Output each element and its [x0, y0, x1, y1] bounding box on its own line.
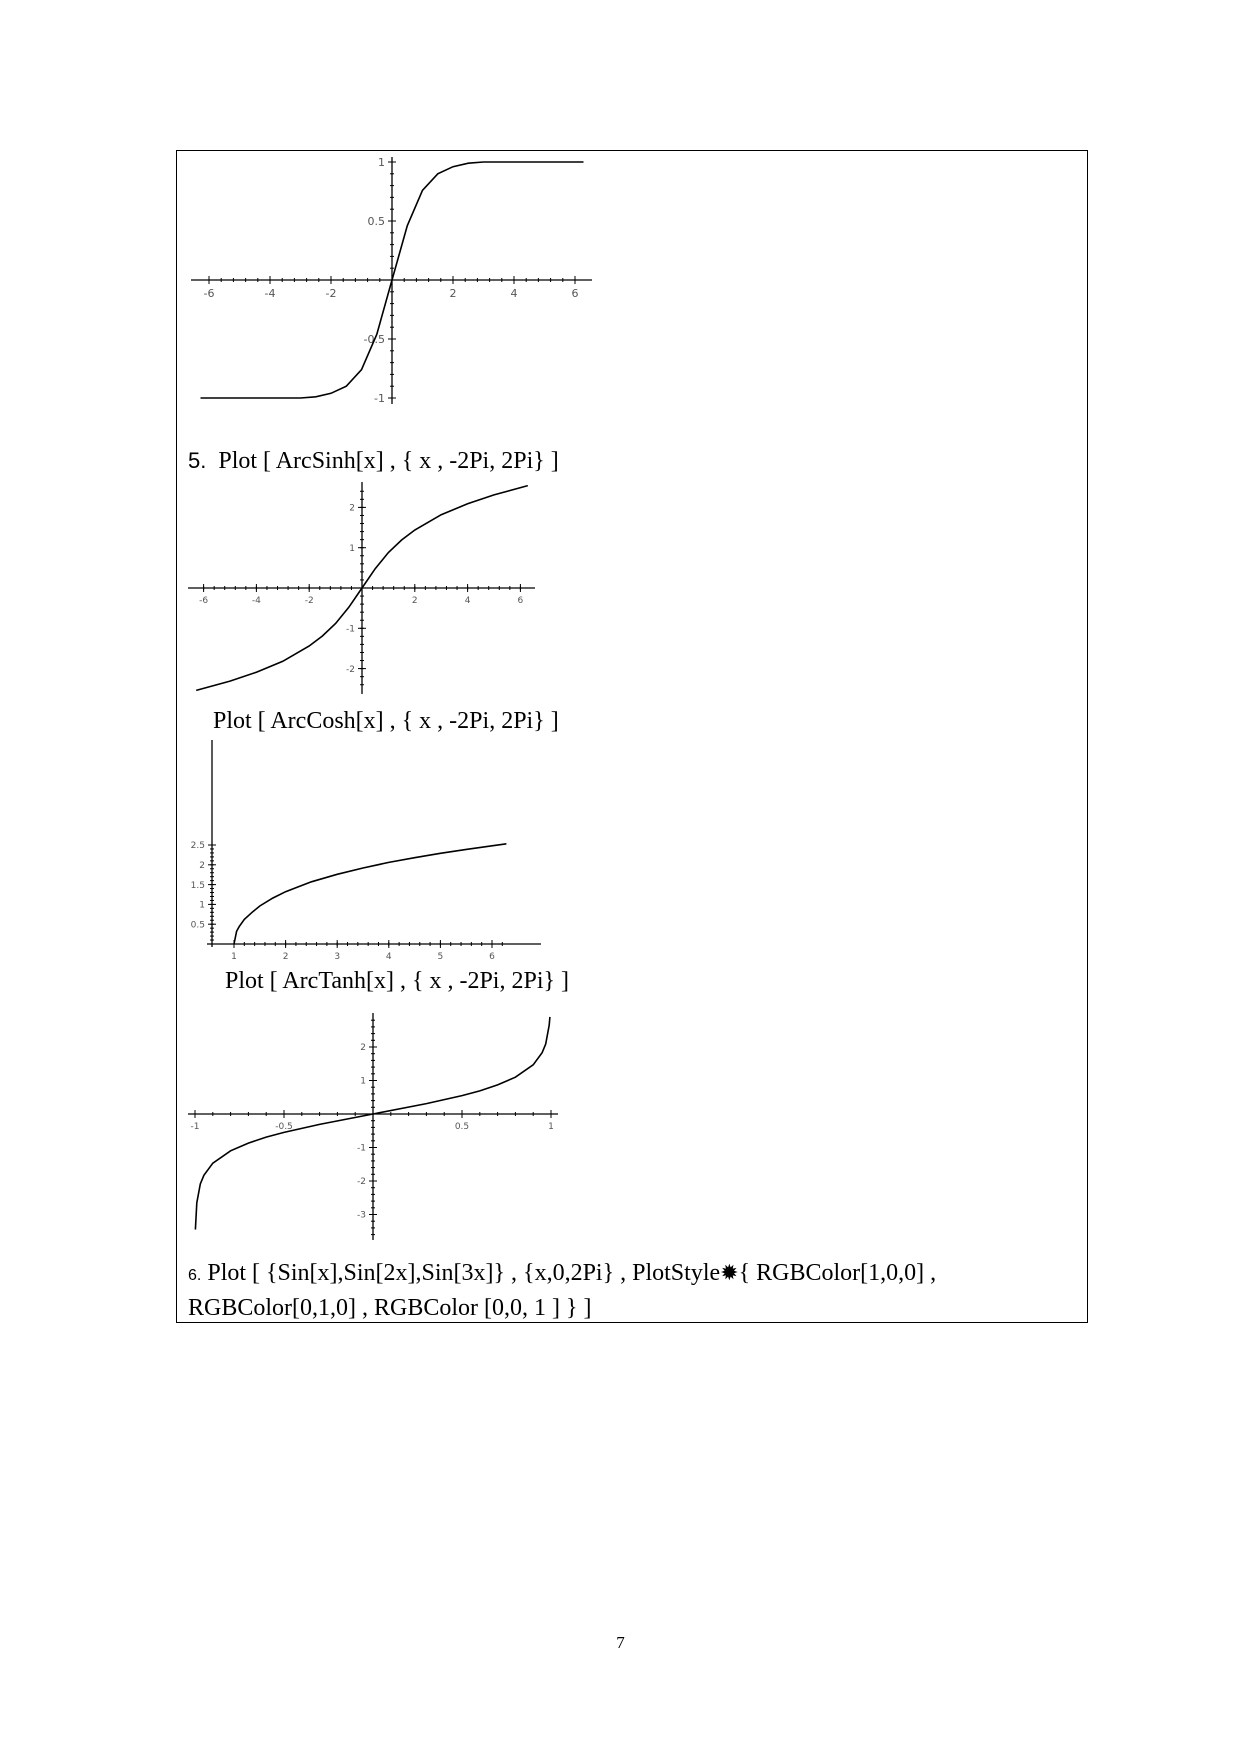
- x-tick-label: -6: [199, 596, 209, 606]
- x-tick-label: -2: [304, 596, 314, 606]
- caption-6-number: 6.: [188, 1267, 202, 1284]
- y-tick-label: 2.5: [190, 841, 205, 852]
- y-tick-label: 1: [378, 155, 385, 169]
- y-tick-label: 0.5: [367, 214, 385, 228]
- x-tick-label: 5: [437, 952, 444, 962]
- caption-6-line1b: { RGBColor[1,0,0] ,: [738, 1260, 937, 1286]
- y-tick-label: -1: [357, 1143, 366, 1154]
- caption-arccosh-text: Plot [ ArcCosh[x] , { x , -2Pi, 2Pi} ]: [213, 708, 559, 734]
- caption-5-number: 5.: [188, 448, 207, 473]
- x-tick-label: 4: [464, 596, 471, 606]
- y-tick-label: -1: [346, 624, 355, 635]
- y-tick-label: -0.5: [363, 332, 385, 346]
- x-tick-label: 4: [510, 287, 518, 300]
- y-tick-label: 1.5: [190, 880, 205, 891]
- x-tick-label: -4: [264, 287, 276, 300]
- y-tick-label: 2: [349, 503, 355, 514]
- x-tick-label: 2: [411, 596, 418, 606]
- x-tick-label: 1: [231, 952, 237, 962]
- x-tick-label: 6: [517, 596, 524, 606]
- y-tick-label: 2: [199, 860, 205, 871]
- x-tick-label: 1: [548, 1122, 554, 1132]
- x-tick-label: -6: [203, 287, 215, 300]
- caption-5-text: Plot [ ArcSinh[x] , { x , -2Pi, 2Pi} ]: [218, 448, 559, 474]
- x-tick-label: -4: [251, 596, 261, 606]
- caption-6-line2: RGBColor[0,1,0] , RGBColor [0,0, 1 ] } ]: [188, 1295, 592, 1321]
- caption-6-line1: Plot [ {Sin[x],Sin[2x],Sin[3x]} , {x,0,2Pi} , PlotStyle: [207, 1260, 721, 1286]
- x-tick-label: -1: [190, 1122, 200, 1132]
- x-tick-label: 2: [449, 287, 457, 300]
- x-tick-label: -2: [325, 287, 337, 300]
- caption-6: [188, 1257, 1018, 1325]
- y-tick-label: 0.5: [190, 920, 205, 931]
- y-tick-label: -1: [374, 391, 385, 405]
- y-tick-label: -2: [346, 664, 355, 675]
- page-number: 7: [616, 1633, 625, 1652]
- x-tick-label: -0.5: [275, 1122, 293, 1132]
- x-tick-label: 2: [282, 952, 289, 962]
- x-tick-label: 6: [489, 952, 495, 962]
- y-tick-label: 1: [360, 1076, 366, 1087]
- caption-arctanh-text: Plot [ ArcTanh[x] , { x , -2Pi, 2Pi} ]: [225, 968, 570, 994]
- x-tick-label: 6: [571, 287, 579, 300]
- y-tick-label: 1: [349, 543, 355, 554]
- asterisk-star-icon: ✹: [720, 1261, 739, 1286]
- y-tick-label: -2: [357, 1177, 366, 1188]
- y-tick-label: 1: [199, 900, 205, 911]
- x-tick-label: 3: [334, 952, 341, 962]
- x-tick-label: 4: [385, 952, 392, 962]
- y-tick-label: -3: [357, 1210, 366, 1221]
- x-tick-label: 0.5: [454, 1122, 470, 1132]
- y-tick-label: 2: [360, 1043, 366, 1054]
